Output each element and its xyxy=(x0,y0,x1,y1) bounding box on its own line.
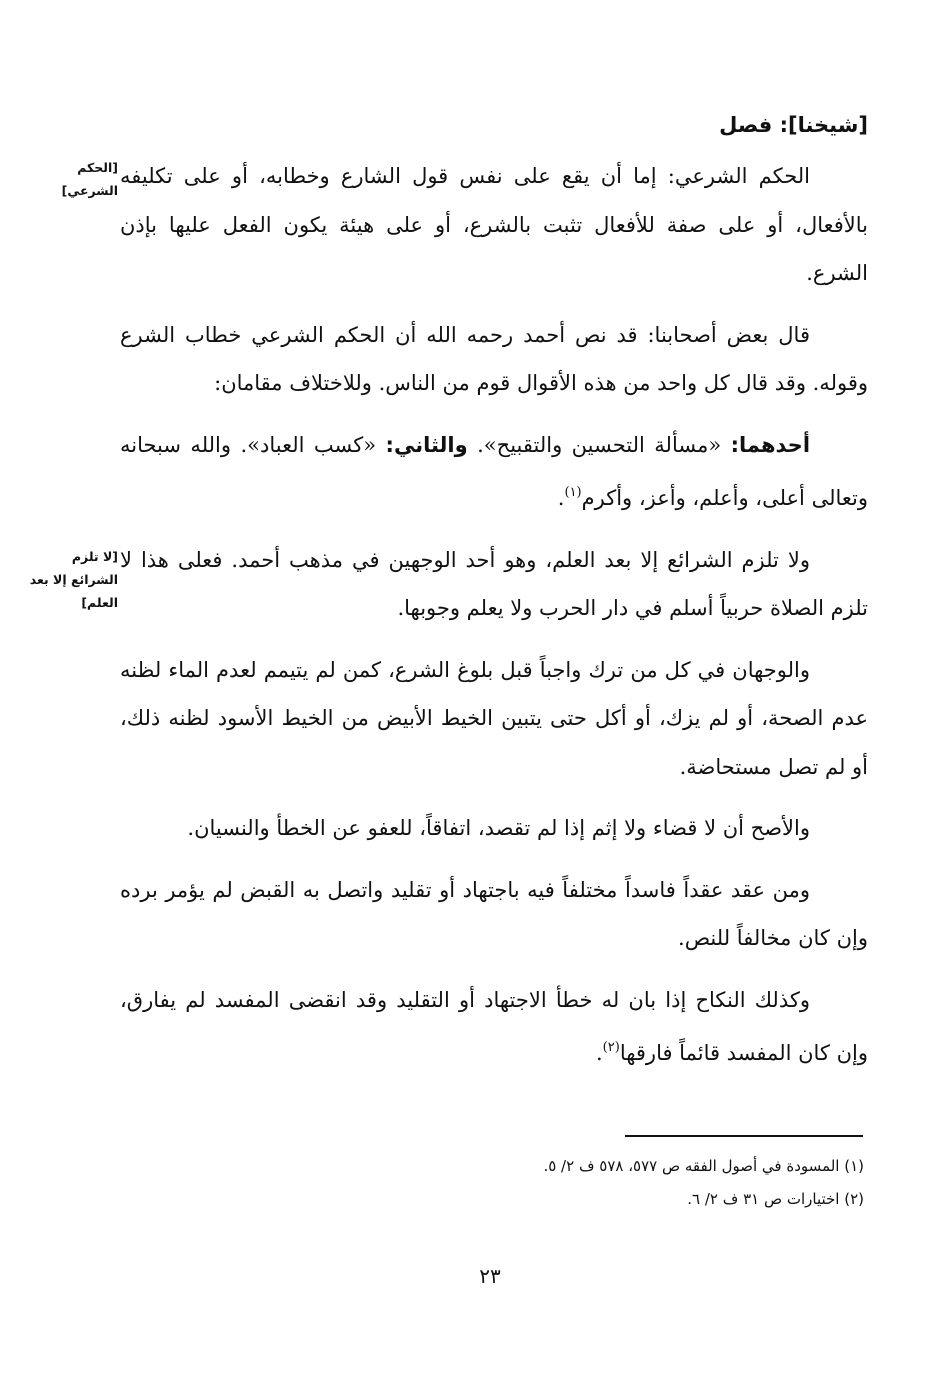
footnote-ref-2: (٢) xyxy=(602,1040,620,1055)
paragraph-5: والوجهان في كل من ترك واجباً قبل بلوغ الشرع، كمن لم يتيمم لعدم الماء لظنه عدم الصحة، أو لم يزك، أو أكل حتى يتبين الخيط الأبيض من الخيط الأسود لظنه ذلك، أو لم تصل مستحاضة. xyxy=(120,657,868,779)
paragraph-3-label-second: والثاني: xyxy=(385,432,468,457)
paragraph-8-end: . xyxy=(595,1041,603,1065)
margin-note-laws-after-knowledge: [لا تلزم الشرائع إلا بعد العلم] xyxy=(29,549,118,610)
footnote-2: (٢) اختيارات ص ٣١ ف ٢/ ٦. xyxy=(687,1190,864,1208)
margin-note-legal-ruling: [الحكم الشرعي] xyxy=(61,160,118,198)
footnote-1: (١) المسودة في أصول الفقه ص ٥٧٧، ٥٧٨ ف ٢/ ٥. xyxy=(543,1157,864,1175)
paragraph-8 xyxy=(120,976,868,1078)
main-text xyxy=(120,152,868,1091)
paragraph-3 xyxy=(120,421,868,523)
paragraph-3-text-second: «كسب العباد». والله سبحانه وتعالى أعلى، وأعلم، وأعز، وأكرم xyxy=(120,432,868,510)
footnotes xyxy=(304,1150,864,1216)
paragraph-3-text-first: «مسألة التحسين والتقبيح». xyxy=(467,432,731,457)
paragraph-3-label-first: أحدهما: xyxy=(730,432,811,457)
paragraph-3-end: . xyxy=(557,486,565,510)
page-number: ٢٣ xyxy=(479,1264,501,1288)
paragraph-2: قال بعض أصحابنا: قد نص أحمد رحمه الله أن الحكم الشرعي خطاب الشرع وقوله. وقد قال كل واحد من هذه الأقوال قوم من الناس. وللاختلاف مقامان: xyxy=(120,322,868,395)
paragraph-8-text: وكذلك النكاح إذا بان له خطأ الاجتهاد أو التقليد وقد انقضى المفسد لم يفارق، وإن كان المفسد قائماً فارقها xyxy=(120,987,868,1065)
paragraph-6: والأصح أن لا قضاء ولا إثم إذا لم تقصد، اتفاقاً، للعفو عن الخطأ والنسيان. xyxy=(187,816,810,840)
footnote-separator xyxy=(625,1135,863,1137)
footnote-ref-1: (١) xyxy=(564,485,582,500)
paragraph-1: الحكم الشرعي: إما أن يقع على نفس قول الشارع وخطابه، أو على تكليفه بالأفعال، أو على صفة للأفعال تثبت بالشرع، أو على هيئة يكون الفعل عليها بإذن الشرع. xyxy=(120,164,868,285)
paragraph-4: ولا تلزم الشرائع إلا بعد العلم، وهو أحد الوجهين في مذهب أحمد. فعلى هذا لا تلزم الصلاة حربياً أسلم في دار الحرب ولا يعلم وجوبها. xyxy=(120,547,868,620)
paragraph-7: ومن عقد عقداً فاسداً مختلفاً فيه باجتهاد أو تقليد واتصل به القبض لم يؤمر برده وإن كان مخالفاً للنص. xyxy=(120,877,868,950)
section-heading: [شيخنا]: فصل xyxy=(719,113,868,137)
